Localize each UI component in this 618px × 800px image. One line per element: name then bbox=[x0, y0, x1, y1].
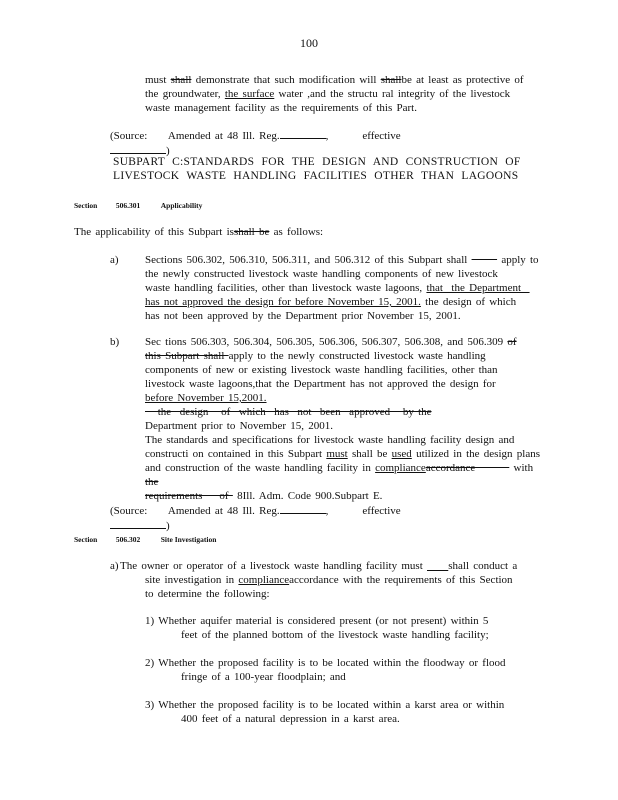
source-note: (Source: Amended at 48 Ill. Reg. , effective ) bbox=[110, 505, 401, 532]
list-label: a) bbox=[110, 254, 119, 266]
underlined-text: has not approved the design for before November 15, 2001. bbox=[145, 296, 421, 308]
blank-line bbox=[110, 518, 166, 529]
blank-line bbox=[280, 128, 326, 139]
underlined-text: before November 15,2001. bbox=[145, 392, 267, 404]
section-heading: Section 506.302 Site Investigation bbox=[74, 535, 217, 544]
list-item: 1) Whether aquifer material is considered present (or not present) within 5 feet of the planned bottom of the livestock waste handling facility; bbox=[145, 615, 489, 641]
list-item: 2) Whether the proposed facility is to be located within the floodway or flood fringe of a 100-year floodplain; and bbox=[145, 657, 506, 683]
blank-line bbox=[280, 503, 326, 514]
underlined-text: used bbox=[391, 448, 412, 460]
continuation-line-1: must shall demonstrate that such modification will shallbe at least as protective of bbox=[145, 74, 524, 86]
strikethrough-text: this Subpart shall bbox=[145, 350, 229, 362]
subpart-heading: SUBPART C:STANDARDS FOR THE DESIGN AND CONSTRUCTION OF LIVESTOCK WASTE HANDLING FACILITIES OTHER THAN LAGOONS bbox=[113, 156, 521, 182]
list-item: b) Sec tions 506.303, 506.304, 506.305, 506.306, 506.307, 506.308, and 506.309 of this Subpart shall apply to the newly constructed livestock waste handling components of new or existing livestock waste handling facilities, other than livestock waste lagoons,that the Department has not approved the design for before November 15,2001. the design of which has not been approved by the Department prior to November 15, 2001. bbox=[110, 336, 517, 432]
strikethrough-text: shall bbox=[170, 74, 192, 86]
underlined-text: the surface bbox=[224, 88, 275, 100]
strikethrough-text: the design of which has not been approved by the bbox=[145, 406, 432, 418]
continuation-line-2: the groundwater, the surface water ,and the structu ral integrity of the livestock bbox=[145, 88, 511, 100]
page-number: 100 bbox=[300, 36, 318, 50]
underlined-text: that the Department bbox=[426, 282, 530, 294]
underlined-text: compliance bbox=[375, 462, 426, 474]
strikethrough-text: accordance bbox=[425, 462, 510, 474]
source-note: (Source: Amended at 48 Ill. Reg. , effective ) bbox=[110, 130, 401, 157]
continuation-line-3: waste management facility as the requirements of this Part. bbox=[145, 102, 417, 114]
continuation-paragraph bbox=[145, 73, 545, 115]
list-label: b) bbox=[110, 336, 120, 348]
strikethrough-text: shall bbox=[380, 74, 402, 86]
list-item: a) The owner or operator of a livestock waste handling facility must shall conduct a site investigation in complianceaccordance with the requirements of this Section to determine the following: bbox=[110, 560, 518, 600]
list-item: a) Sections 506.302, 506.310, 506.311, and 506.312 of this Subpart shall apply to the newly constructed livestock waste handling components of new livestock waste handling facilities, other than livestock waste lagoons, that the Department has not approved the design for before November 15, 2001. the design of which has not been approved by the Department prior November 15, 2001. bbox=[110, 254, 539, 322]
underlined-text: must bbox=[326, 448, 348, 460]
underlined-text: compliance bbox=[238, 574, 290, 586]
section-heading: Section 506.301 Applicability bbox=[74, 201, 203, 210]
list-label: a) bbox=[110, 560, 119, 572]
strikethrough-text: requirements of bbox=[145, 490, 233, 502]
strikethrough-text: shall be bbox=[233, 226, 270, 238]
applicability-text: The applicability of this Subpart isshall be as follows: bbox=[74, 226, 324, 238]
strikethrough-text: of bbox=[507, 336, 517, 348]
standards-paragraph: The standards and specifications for livestock waste handling facility design and constructi on contained in this Subpart must shall be used utilized in the design plans and construction of the waste handling facility in complianceaccordance with the requirements of 8Ill. Adm. Code 900.Subpart E. bbox=[145, 434, 540, 502]
strikethrough-text bbox=[472, 254, 498, 266]
list-item: 3) Whether the proposed facility is to be located within a karst area or within 400 feet of a natural depression in a karst area. bbox=[145, 699, 505, 725]
strikethrough-text: the bbox=[145, 476, 159, 488]
underlined-text bbox=[427, 560, 448, 572]
blank-line bbox=[110, 143, 166, 154]
